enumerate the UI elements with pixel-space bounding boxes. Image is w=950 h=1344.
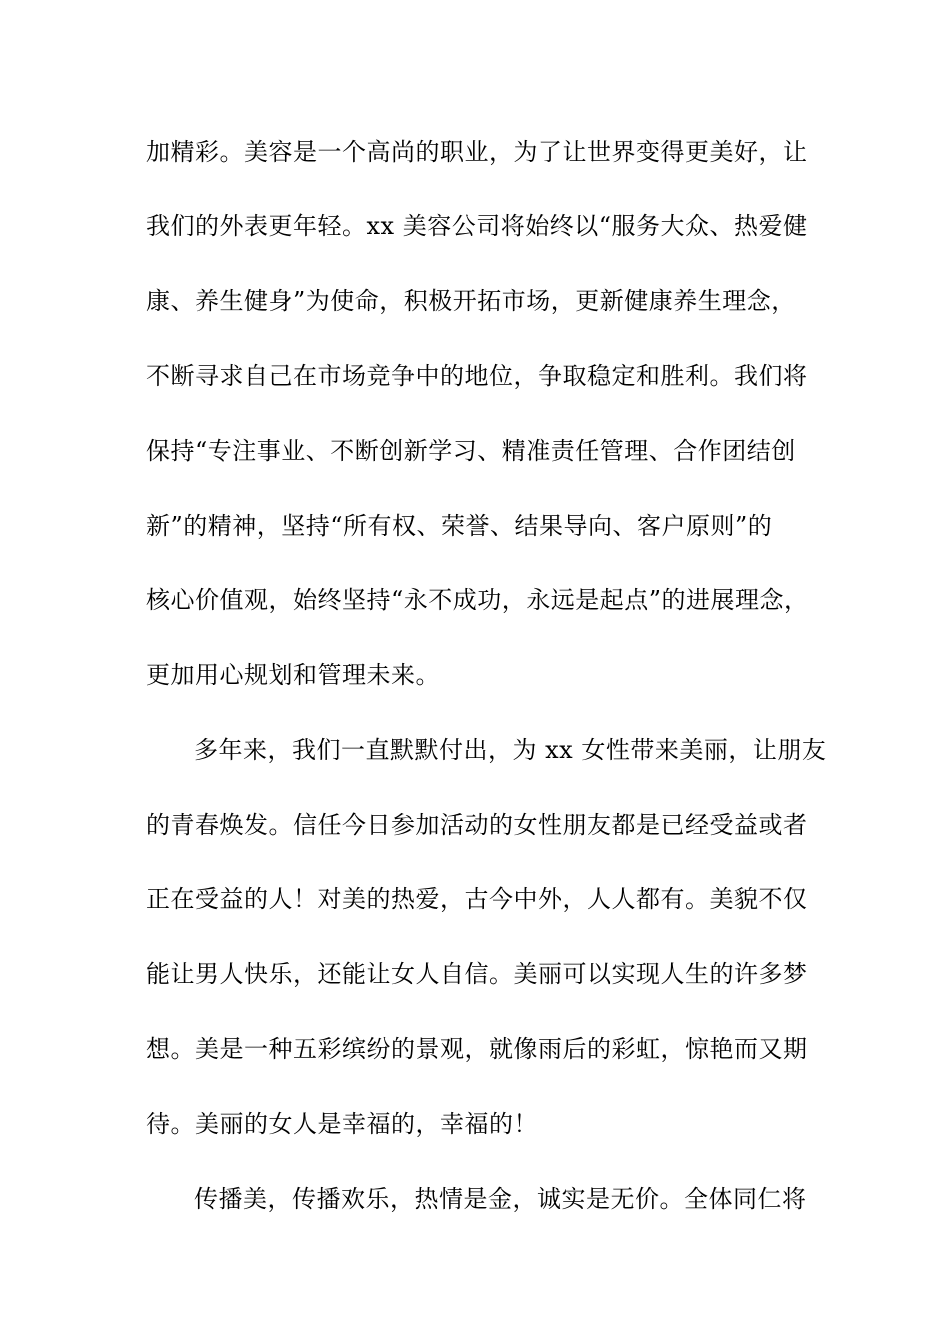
paragraph-first-line: 传播美，传播欢乐，热情是金，诚实是无价。全体同仁将 [194,1185,807,1213]
text-line: 能让男人快乐，还能让女人自信。美丽可以实现人生的许多梦 [146,960,808,988]
text-line: 核心价值观，始终坚持“永不成功，永远是起点”的进展理念， [146,586,809,614]
text-line: 的青春焕发。信任今日参加活动的女性朋友都是已经受益或者 [146,811,808,839]
text-line: 新”的精神，坚持“所有权、荣誉、结果导向、客户原则”的 [146,512,773,540]
text-line: 加精彩。美容是一个高尚的职业，为了让世界变得更美好，让 [146,138,808,166]
text-line: 保持“专注事业、不断创新学习、精准责任管理、合作团结创 [146,437,796,465]
text-line: 想。美是一种五彩缤纷的景观，就像雨后的彩虹，惊艳而又期 [146,1035,808,1063]
text-line: 更加用心规划和管理未来。 [146,661,440,689]
text-line: 我们的外表更年轻。xx 美容公司将始终以“服务大众、热爱健 [146,212,808,240]
text-line: 不断寻求自己在市场竞争中的地位，争取稳定和胜利。我们将 [146,362,808,390]
text-line: 待。美丽的女人是幸福的，幸福的！ [146,1110,538,1138]
text-line: 正在受益的人！对美的热爱，古今中外，人人都有。美貌不仅 [146,885,808,913]
paragraph-first-line: 多年来，我们一直默默付出，为 xx 女性带来美丽，让朋友 [194,736,827,764]
text-line: 康、养生健身”为使命，积极开拓市场，更新健康养生理念， [146,287,796,315]
